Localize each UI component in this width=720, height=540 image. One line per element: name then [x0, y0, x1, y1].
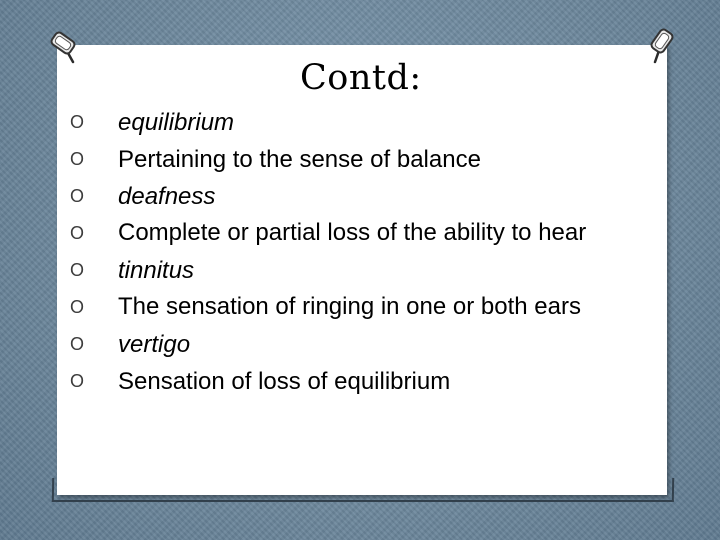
definition-text: The sensation of ringing in one or both ears: [118, 293, 581, 320]
definition-text: Complete or partial loss of the ability to hear: [118, 219, 587, 246]
list-item: [70, 252, 630, 289]
term-text: tinnitus: [118, 257, 195, 284]
definition-text: Sensation of loss of equilibrium: [118, 368, 451, 395]
bullet-marker: O: [70, 112, 85, 132]
list-item: [70, 104, 630, 141]
list-item: [70, 326, 630, 363]
list-item: [70, 178, 630, 215]
definition-text: Pertaining to the sense of balance: [118, 146, 481, 173]
list-item: [70, 141, 630, 178]
term-text: deafness: [118, 183, 216, 210]
bullet-marker: O: [70, 149, 85, 169]
bullet-list: [70, 104, 630, 400]
slide-title: Contd:: [300, 58, 422, 98]
term-text: vertigo: [118, 331, 191, 358]
list-item: [70, 363, 630, 400]
bullet-marker: O: [70, 371, 85, 391]
thumbtack-icon: [646, 26, 678, 66]
thumbtack-icon: [47, 28, 79, 68]
bullet-marker: O: [70, 223, 85, 243]
bullet-marker: O: [70, 334, 85, 354]
term-text: equilibrium: [118, 109, 235, 136]
bullet-marker: O: [70, 297, 85, 317]
bullet-marker: O: [70, 260, 85, 280]
bullet-marker: O: [70, 186, 85, 206]
list-item: [70, 289, 630, 326]
list-item: [70, 215, 630, 252]
